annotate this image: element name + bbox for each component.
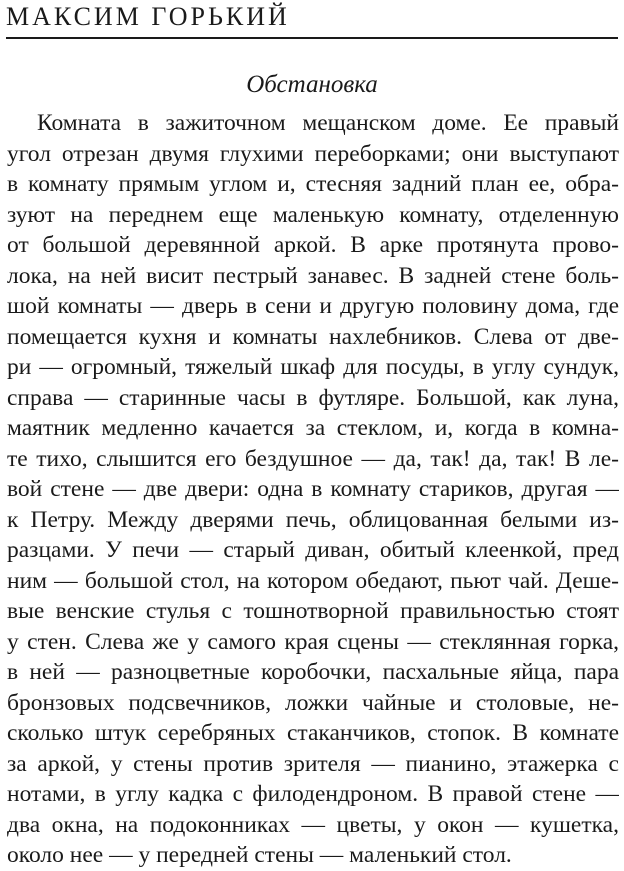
text-line: зуют на переднем еще маленькую комнату, отделенную [7,201,619,228]
text-line: помещается кухня и комнаты нахлебников. Слева от две- [7,323,619,350]
text-line: вые венские стулья с тошнотворной правильностью стоят [7,598,619,624]
text-line: те тихо, слышится его бездушное — да, так! да, так! В ле- [7,445,619,472]
text-line: ним — большой стол, на котором обедают, пьют чай. Деше- [7,567,619,594]
text-line: Комната в зажиточном мещанском доме. Ее правый [37,110,619,136]
text-line: у стен. Слева же у самого края сцены — стеклянная горка, [7,628,619,655]
body-text [7,108,619,871]
text-line: лока, на ней висит пестрый занавес. В задней стене боль- [7,262,619,289]
text-line: около нее — у передней стены — маленький стол. [7,842,512,868]
text-line: шой комнаты — дверь в сени и другую половину дома, где [7,293,619,319]
text-line: за аркой, у стены против зрителя — пианино, этажерка с [7,750,619,777]
section-title: Обстановка [246,71,378,98]
text-line: два окна, на подоконниках — цветы, у окон — кушетка, [7,811,619,838]
text-line: бронзовых подсвечников, ложки чайные и столовые, не- [7,689,619,716]
text-line: справа — старинные часы в футляре. Большой, как луна, [7,384,619,411]
text-line: в ней — разноцветные коробочки, пасхальные яйца, пара [7,659,619,685]
text-line: ри — огромный, тяжелый шкаф для посуды, в углу сундук, [7,354,619,380]
text-line: нотами, в углу кадка с филодендроном. В правой стене — [7,781,619,807]
text-line: вой стене — две двери: одна в комнату стариков, другая — [7,476,619,502]
text-line: к Петру. Между дверями печь, облицованная белыми из- [7,506,619,533]
text-line: от большой деревянной аркой. В арке протянута прово- [7,232,619,258]
text-line: сколько штук серебряных стаканчиков, стопок. В комнате [7,720,619,746]
text-line: маятник медленно качается за стеклом, и, когда в комна- [7,415,619,441]
header-rule [6,37,618,39]
text-line: угол отрезан двумя глухими переборками; они выступают [7,140,619,167]
text-line: в комнату прямым углом и, стесняя задний план ее, обра- [7,171,619,197]
running-head-author: МАКСИМ ГОРЬКИЙ [6,2,290,31]
text-line: разцами. У печи — старый диван, обитый клеенкой, пред [7,537,619,563]
